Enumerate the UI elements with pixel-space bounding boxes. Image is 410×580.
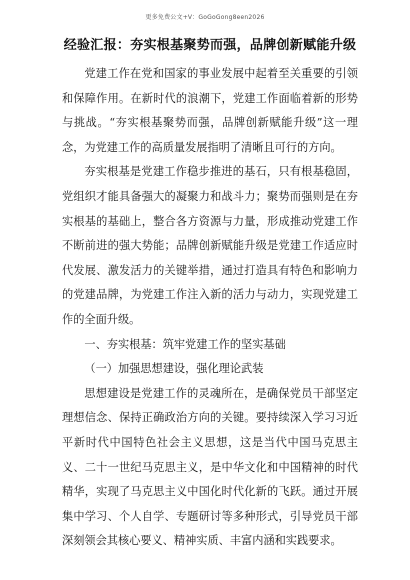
intro-paragraph-2: 夯实根基是党建工作稳步推进的基石，只有根基稳固，党组织才能具备强大的凝聚力和战斗力；聚势而强则是在夯实根基的基础上，整合各方资源与力量，形成推动党建工作不断前进的强大势能；品牌创新赋能升级是党建工作适应时代发展、激发活力的关键举措，通过打造具有特色和影响力的党建品牌，为党建工作注入新的活力与动力，实现党建工作的全面升级。 xyxy=(62,165,358,326)
document-body xyxy=(62,62,358,554)
header-watermark: 更多免费公文+V：GoGoGong8een2026 xyxy=(145,14,265,21)
section-1-heading: 一、夯实根基：筑牢党建工作的坚实基础 xyxy=(84,337,286,351)
subsection-1-paragraph: 思想建设是党建工作的灵魂所在，是确保党员干部坚定理想信念、保持正确政治方向的关键。要持续深入学习习近平新时代中国特色社会主义思想，这是当代中国马克思主义、二十一世纪马克思主义，是中华文化和中国精神的时代精华，实现了马克思主义中国化时代化新的飞跃。通过开展集中学习、个人自学、专题研讨等多种形式，引导党员干部深刻领会其核心要义、精神实质、丰富内涵和实践要求。 xyxy=(62,386,358,548)
intro-paragraph-1: 党建工作在党和国家的事业发展中起着至关重要的引领和保障作用。在新时代的浪潮下，党建工作面临着新的形势与挑战。“夯实根基聚势而强，品牌创新赋能升级”这一理念，为党建工作的高质量发展指明了清晰且可行的方向。 xyxy=(62,67,358,154)
subsection-1-heading: （一）加强思想建设，强化理论武装 xyxy=(84,362,264,376)
document-title: 经验汇报：夯实根基聚势而强，品牌创新赋能升级 xyxy=(63,38,357,53)
